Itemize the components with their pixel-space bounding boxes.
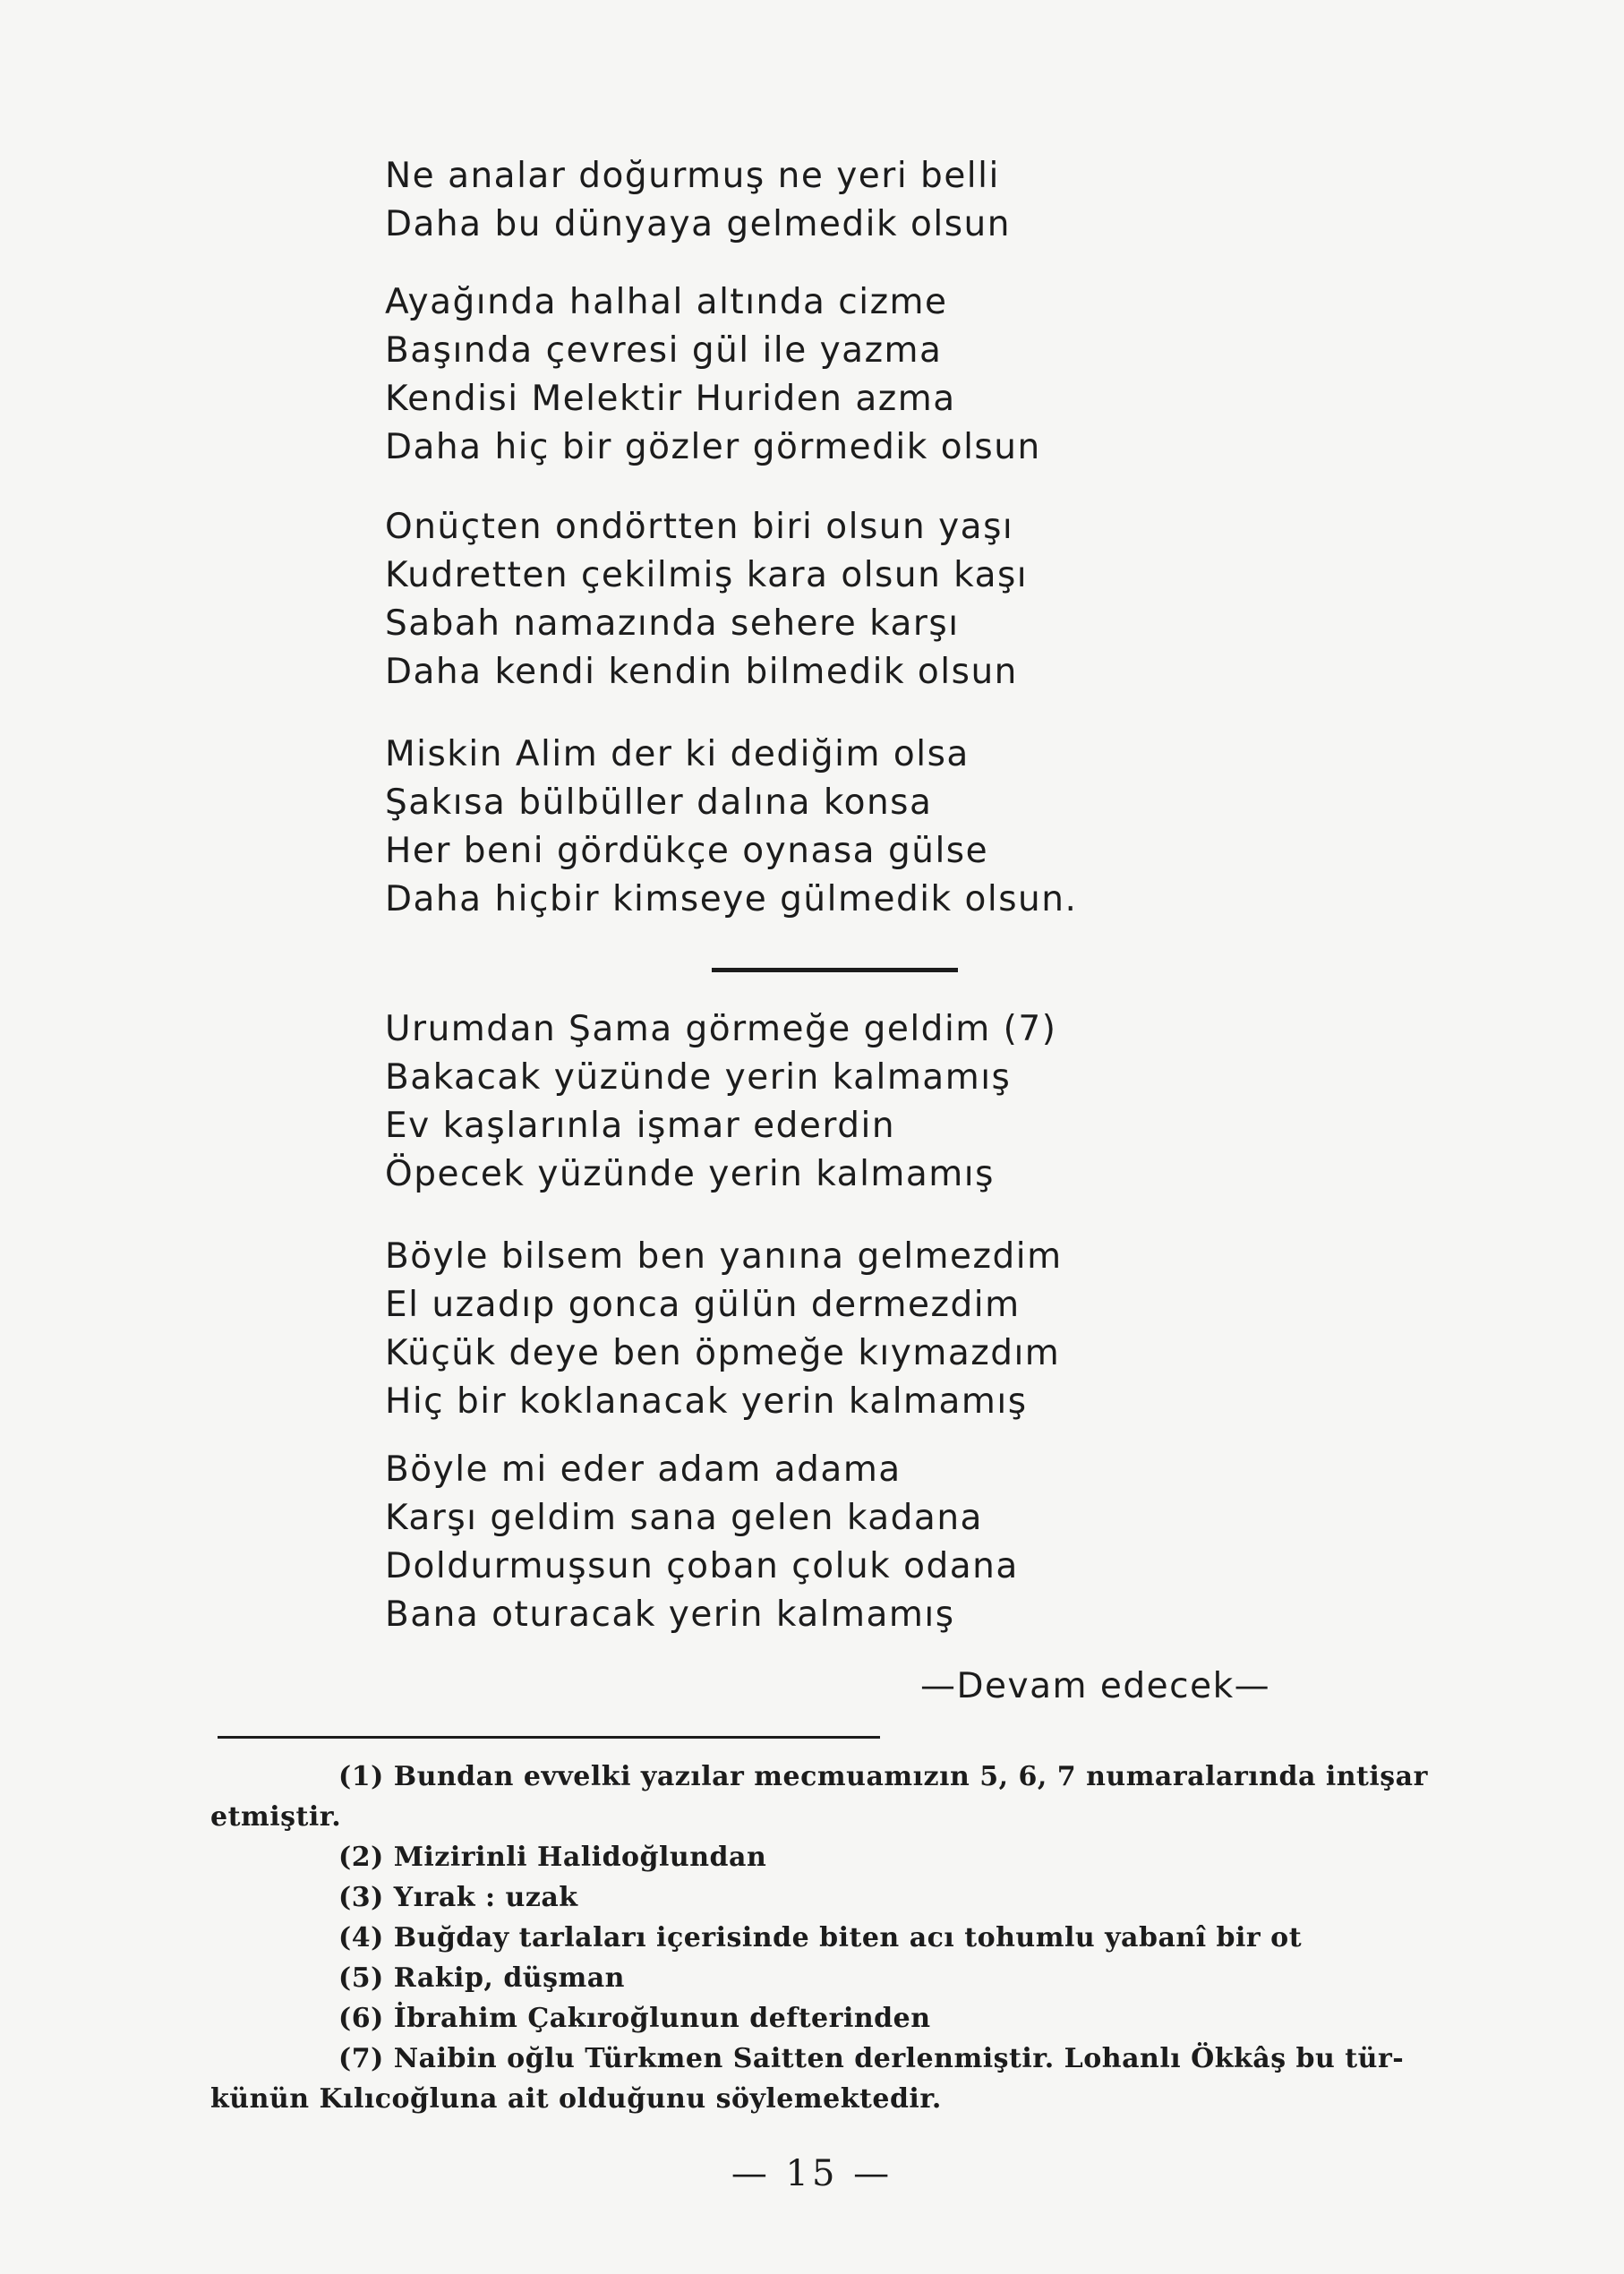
poem-line: Böyle mi eder adam adama [385, 1449, 902, 1490]
footnote-7-continuation: künün Kılıcoğluna ait olduğunu söylemektedir. [210, 2083, 942, 2115]
section-divider [712, 968, 958, 972]
footnote-1-continuation: etmiştir. [210, 1801, 342, 1833]
poem-line: Şakısa bülbüller dalına konsa [385, 782, 933, 823]
poem-stanza [385, 731, 1459, 924]
poem-stanza [385, 1005, 1459, 1199]
footnote-5: (5) Rakip, düşman [338, 1962, 625, 1994]
footnote-7: (7) Naibin oğlu Türkmen Saitten derlenmiştir. Lohanlı Ökkâş bu tür- [338, 2043, 1405, 2074]
footnote-rule [218, 1736, 880, 1739]
footnote-2: (2) Mizirinli Halidoğlundan [338, 1842, 767, 1873]
poem-line: Daha hiç bir gözler görmedik olsun [385, 427, 1041, 467]
poem-line: Miskin Alim der ki dediğim olsa [385, 734, 970, 774]
footnote-6: (6) İbrahim Çakıroğlunun defterinden [338, 2003, 931, 2034]
poem-line: Başında çevresi gül ile yazma [385, 330, 943, 371]
poem-line: El uzadıp gonca gülün dermezdim [385, 1285, 1021, 1325]
poem-stanza [385, 503, 1459, 697]
poem-line: Kudretten çekilmiş kara olsun kaşı [385, 555, 1029, 595]
footnote-1: (1) Bundan evvelki yazılar mecmuamızın 5, 6, 7 numaralarında intişar [338, 1761, 1428, 1792]
page-number: — 15 — [731, 2153, 893, 2194]
poem-line: Ev kaşlarınla işmar ederdin [385, 1106, 896, 1146]
poem-stanza [385, 278, 1459, 472]
poem-line: Urumdan Şama görmeğe geldim (7) [385, 1009, 1057, 1049]
poem-line: Böyle bilsem ben yanına gelmezdim [385, 1236, 1063, 1277]
poem-line: Daha bu dünyaya gelmedik olsun [385, 204, 1011, 244]
continued-note: —Devam edecek— [920, 1666, 1271, 1706]
poem-line: Küçük deye ben öpmeğe kıymazdım [385, 1333, 1061, 1373]
footnotes [0, 1757, 1624, 2119]
poem-line: Ne analar doğurmuş ne yeri belli [385, 156, 1000, 196]
poem-line: Bakacak yüzünde yerin kalmamış [385, 1057, 1012, 1098]
poem-line: Daha kendi kendin bilmedik olsun [385, 652, 1018, 692]
poem-line: Öpecek yüzünde yerin kalmamış [385, 1154, 995, 1194]
poem-stanza [385, 1233, 1459, 1426]
poem-line: Doldurmuşsun çoban çoluk odana [385, 1546, 1019, 1586]
poem-line: Bana oturacak yerin kalmamış [385, 1594, 955, 1635]
poem-stanza [385, 152, 1459, 249]
poem-line: Daha hiçbir kimseye gülmedik olsun. [385, 879, 1078, 919]
footnote-4: (4) Buğday tarlaları içerisinde biten acı tohumlu yabanî bir ot [338, 1922, 1303, 1953]
poem-line: Kendisi Melektir Huriden azma [385, 379, 956, 419]
poem-line: Onüçten ondörtten biri olsun yaşı [385, 507, 1014, 547]
poem-stanza [385, 1446, 1459, 1639]
poem-line: Ayağında halhal altında cizme [385, 282, 948, 322]
footnote-3: (3) Yırak : uzak [338, 1882, 578, 1913]
poem-line: Hiç bir koklanacak yerin kalmamış [385, 1381, 1028, 1422]
poem-line: Karşı geldim sana gelen kadana [385, 1498, 983, 1538]
poem-line: Her beni gördükçe oynasa gülse [385, 831, 989, 871]
poem-line: Sabah namazında sehere karşı [385, 603, 960, 644]
